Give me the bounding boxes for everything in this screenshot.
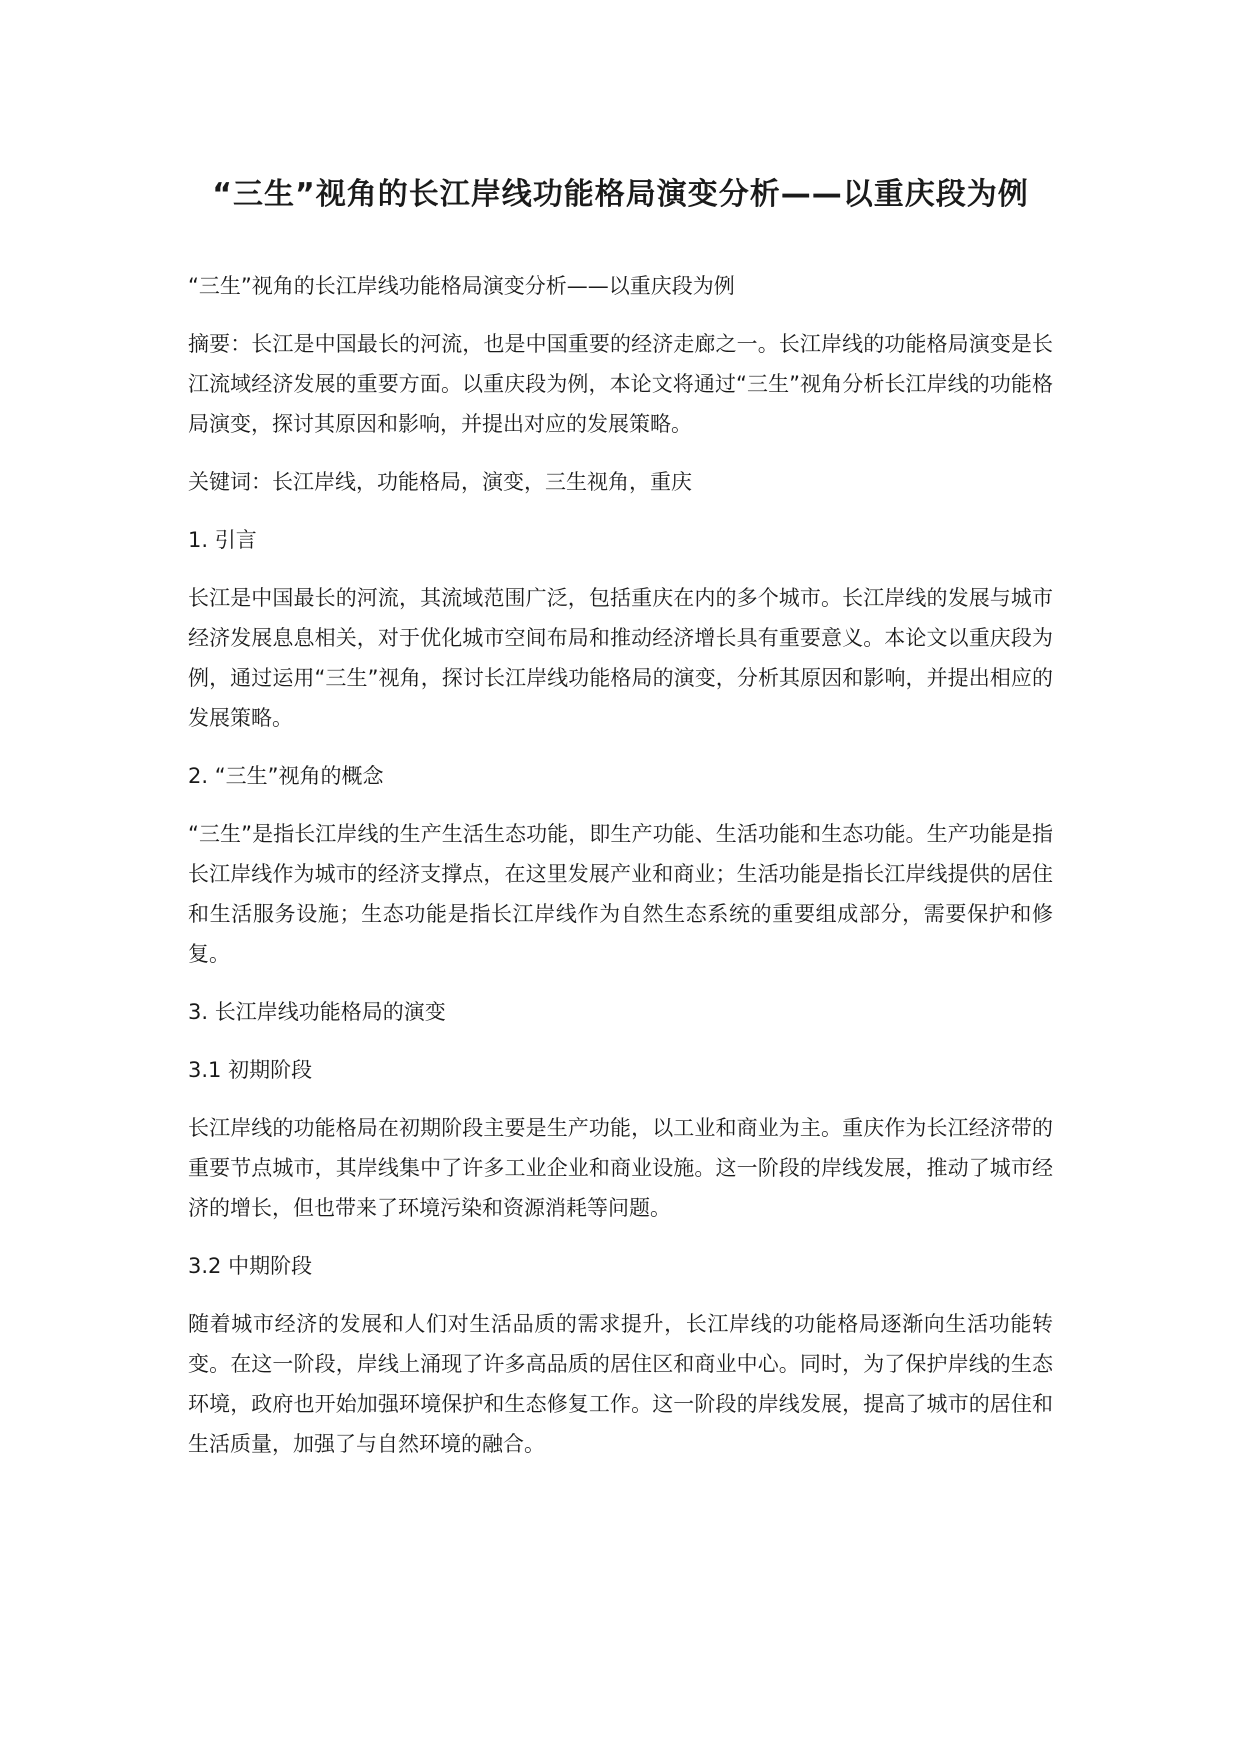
document-subtitle: “三生”视角的长江岸线功能格局演变分析——以重庆段为例 (188, 274, 735, 298)
section-heading-concept: 2. “三生”视角的概念 (188, 764, 384, 788)
section-heading-early-stage: 3.1 初期阶段 (188, 1058, 313, 1082)
section-heading-middle-stage: 3.2 中期阶段 (188, 1254, 313, 1278)
section-heading-evolution: 3. 长江岸线功能格局的演变 (188, 1000, 446, 1024)
section-paragraph-early-stage: 长江岸线的功能格局在初期阶段主要是生产功能，以工业和商业为主。重庆作为长江经济带的重要节点城市，其岸线集中了许多工业企业和商业设施。这一阶段的岸线发展，推动了城市经济的增长，但也带来了环境污染和资源消耗等问题。 (188, 1116, 1053, 1220)
section-paragraph-concept: “三生”是指长江岸线的生产生活生态功能，即生产功能、生活功能和生态功能。生产功能是指长江岸线作为城市的经济支撑点，在这里发展产业和商业；生活功能是指长江岸线提供的居住和生活服务设施；生态功能是指长江岸线作为自然生态系统的重要组成部分，需要保护和修复。 (188, 822, 1053, 966)
section-paragraph-middle-stage: 随着城市经济的发展和人们对生活品质的需求提升，长江岸线的功能格局逐渐向生活功能转变。在这一阶段，岸线上涌现了许多高品质的居住区和商业中心。同时，为了保护岸线的生态环境，政府也开始加强环境保护和生态修复工作。这一阶段的岸线发展，提高了城市的居住和生活质量，加强了与自然环境的融合。 (188, 1312, 1053, 1456)
section-paragraph-intro: 长江是中国最长的河流，其流域范围广泛，包括重庆在内的多个城市。长江岸线的发展与城市经济发展息息相关，对于优化城市空间布局和推动经济增长具有重要意义。本论文以重庆段为例，通过运用“三生”视角，探讨长江岸线功能格局的演变，分析其原因和影响，并提出相应的发展策略。 (188, 586, 1053, 730)
document-title: “三生”视角的长江岸线功能格局演变分析——以重庆段为例 (212, 177, 1029, 212)
keywords-paragraph: 关键词：长江岸线，功能格局，演变，三生视角，重庆 (188, 470, 692, 494)
abstract-paragraph: 摘要：长江是中国最长的河流，也是中国重要的经济走廊之一。长江岸线的功能格局演变是长江流域经济发展的重要方面。以重庆段为例，本论文将通过“三生”视角分析长江岸线的功能格局演变，探讨其原因和影响，并提出对应的发展策略。 (188, 332, 1053, 436)
section-heading-intro: 1. 引言 (188, 528, 257, 552)
